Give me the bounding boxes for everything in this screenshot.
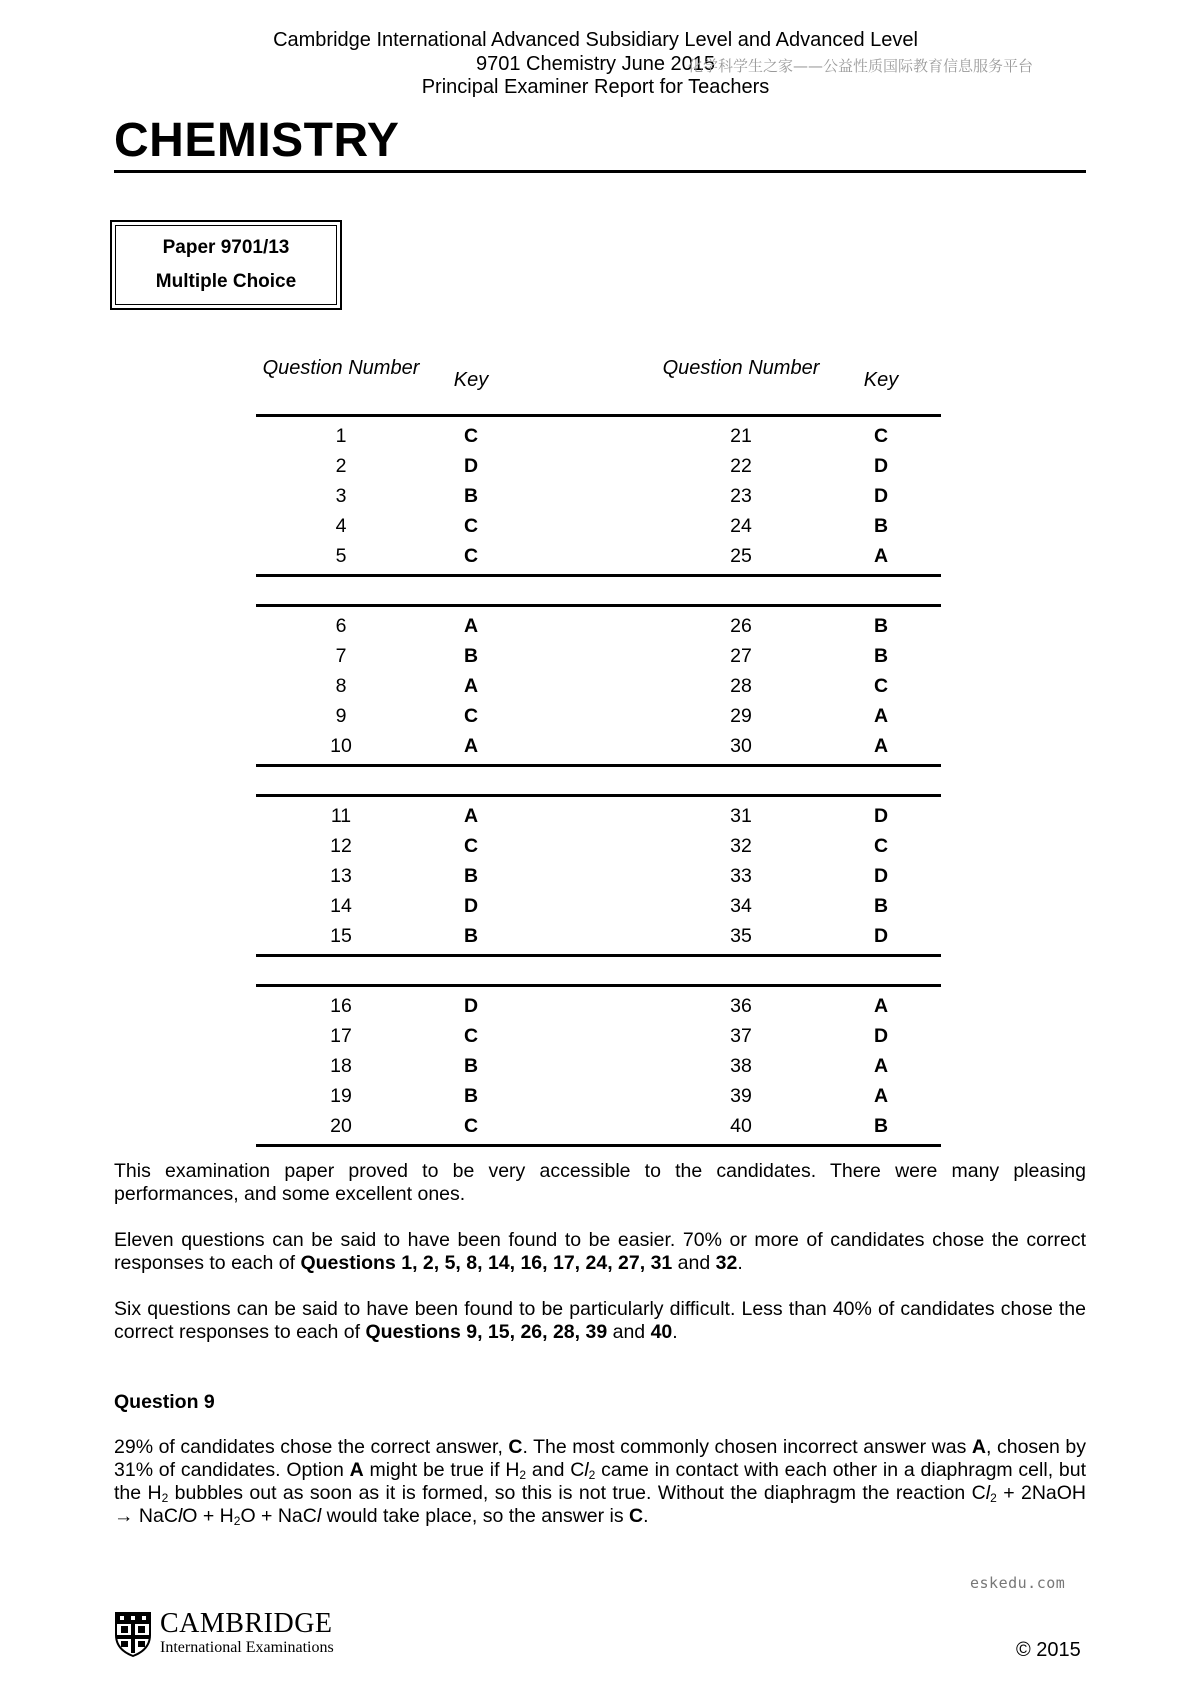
question-number: 37	[730, 1025, 752, 1047]
question-number: 34	[730, 895, 752, 917]
question-number: 8	[335, 675, 347, 697]
q9-text: + 2NaOH → NaC	[114, 1482, 1087, 1527]
paragraph-easier-questions	[114, 1229, 1086, 1275]
q9-bold: C	[629, 1505, 644, 1527]
table-row	[256, 481, 941, 511]
question-number: 23	[730, 485, 752, 507]
question-number: 19	[330, 1085, 352, 1107]
table-row	[256, 801, 941, 831]
question-number: 33	[730, 865, 752, 887]
q9-text: . The most commonly chosen incorrect answer was	[522, 1436, 972, 1458]
question-number: 13	[330, 865, 352, 887]
group-spacer	[256, 577, 941, 604]
answer-key: A	[873, 735, 889, 757]
question-number: 26	[730, 615, 752, 637]
question-group	[256, 797, 941, 954]
answer-key: C	[873, 835, 889, 857]
question-number: 27	[730, 645, 752, 667]
answer-key: D	[873, 1025, 889, 1047]
answer-key: A	[463, 675, 479, 697]
q9-bold: A	[349, 1459, 364, 1481]
answer-key: A	[873, 995, 889, 1017]
easier-and: and	[672, 1252, 716, 1274]
title-divider	[114, 170, 1086, 173]
question-9-heading: Question 9	[114, 1391, 215, 1413]
q9-italic: l	[316, 1505, 322, 1527]
table-row	[256, 1051, 941, 1081]
question-number: 16	[330, 995, 352, 1017]
answer-key: D	[463, 995, 479, 1017]
q9-text: and C	[526, 1459, 585, 1481]
question-number: 10	[330, 735, 352, 757]
difficult-text: Six questions can be said to have been found to be particularly difficult. Less than 40% of candidates chose the correct responses to each of	[114, 1298, 1086, 1343]
answer-key: A	[873, 1055, 889, 1077]
q9-bold: C	[508, 1436, 523, 1458]
question-number: 24	[730, 515, 752, 537]
answer-key: D	[873, 865, 889, 887]
paper-box-inner	[115, 225, 337, 305]
answer-key: D	[873, 925, 889, 947]
answer-key: C	[873, 675, 889, 697]
logo-subtitle: International Examinations	[160, 1639, 334, 1656]
question-number: 18	[330, 1055, 352, 1077]
q9-text: .	[643, 1505, 649, 1527]
header-key-left: Key	[453, 369, 489, 391]
answer-key: A	[463, 805, 479, 827]
question-number: 40	[730, 1115, 752, 1137]
q9-italic: l	[177, 1505, 183, 1527]
question-group	[256, 607, 941, 764]
cambridge-logo	[114, 1610, 334, 1658]
answer-key: B	[873, 615, 889, 637]
header-question-number-right: Question Number	[662, 357, 820, 379]
table-row	[256, 421, 941, 451]
question-number: 9	[335, 705, 347, 727]
table-header	[256, 352, 941, 414]
answer-key: B	[463, 865, 479, 887]
easier-last-question: 32	[715, 1252, 738, 1274]
answer-key: B	[873, 515, 889, 537]
easier-period: .	[737, 1252, 743, 1274]
easier-text: Eleven questions can be said to have been found to be easier. 70% or more of candidates chose the correct responses to each of	[114, 1229, 1086, 1274]
table-row	[256, 541, 941, 571]
q9-italic: l	[584, 1459, 589, 1481]
header-report-type: Principal Examiner Report for Teachers	[421, 76, 770, 98]
question-number: 22	[730, 455, 752, 477]
answer-key: C	[463, 425, 479, 447]
footer-site-text: eskedu.com	[970, 1574, 1066, 1592]
page-title: CHEMISTRY	[114, 114, 400, 167]
answer-key: C	[463, 1115, 479, 1137]
table-rule	[256, 1144, 941, 1147]
paragraph-accessibility: This examination paper proved to be very accessible to the candidates. There were many pleasing performances, and some excellent ones.	[114, 1160, 1086, 1205]
question-number: 11	[330, 805, 352, 827]
header-syllabus: 9701 Chemistry June 2015	[475, 53, 716, 75]
answer-key: B	[873, 1115, 889, 1137]
table-row	[256, 451, 941, 481]
answer-key: D	[873, 805, 889, 827]
question-number: 32	[730, 835, 752, 857]
answer-key: B	[873, 895, 889, 917]
table-row	[256, 921, 941, 951]
question-number: 2	[335, 455, 347, 477]
difficult-questions-list: Questions 9, 15, 26, 28, 39	[365, 1321, 608, 1343]
question-number: 21	[730, 425, 752, 447]
table-row	[256, 731, 941, 761]
answer-key: C	[463, 1025, 479, 1047]
answer-key: D	[463, 895, 479, 917]
q9-subscript: 2	[990, 1491, 997, 1505]
answer-key: D	[463, 455, 479, 477]
q9-subscript: 2	[588, 1468, 596, 1482]
q9-text: bubbles out as soon as it is formed, so this is not true. Without the diaphragm the reaction C	[168, 1482, 986, 1504]
answer-key: D	[873, 455, 889, 477]
easier-questions-list: Questions 1, 2, 5, 8, 14, 16, 17, 24, 27, 31	[300, 1252, 673, 1274]
table-row	[256, 511, 941, 541]
answer-key: C	[463, 835, 479, 857]
answer-key: A	[463, 735, 479, 757]
answer-key: B	[463, 485, 479, 507]
answer-key: C	[463, 545, 479, 567]
copyright: © 2015	[1016, 1639, 1081, 1661]
answer-key: C	[873, 425, 889, 447]
question-group	[256, 417, 941, 574]
question-number: 35	[730, 925, 752, 947]
answer-key: B	[463, 1055, 479, 1077]
question-number: 4	[335, 515, 347, 537]
paper-type: Multiple Choice	[155, 271, 297, 292]
question-number: 6	[335, 615, 347, 637]
question-number: 38	[730, 1055, 752, 1077]
table-row	[256, 891, 941, 921]
table-row	[256, 671, 941, 701]
q9-text: O + H	[182, 1505, 234, 1527]
answer-key: B	[463, 1085, 479, 1107]
question-number: 15	[330, 925, 352, 947]
header-question-number-left: Question Number	[262, 357, 420, 379]
q9-text: might be true if H	[363, 1459, 520, 1481]
question-number: 17	[330, 1025, 352, 1047]
cambridge-crest-icon	[114, 1611, 152, 1657]
answer-key: B	[463, 925, 479, 947]
q9-subscript: 2	[233, 1514, 241, 1528]
answer-key: A	[873, 545, 889, 567]
table-row	[256, 861, 941, 891]
answer-key: B	[463, 645, 479, 667]
answer-key: A	[873, 705, 889, 727]
group-spacer	[256, 957, 941, 984]
group-spacer	[256, 767, 941, 794]
question-number: 36	[730, 995, 752, 1017]
header-exam-level: Cambridge International Advanced Subsidiary Level and Advanced Level	[273, 29, 918, 51]
answer-key: B	[873, 645, 889, 667]
table-row	[256, 1081, 941, 1111]
answer-key: C	[463, 705, 479, 727]
paragraph-difficult-questions	[114, 1298, 1086, 1344]
logo-text	[160, 1610, 334, 1658]
table-row	[256, 1021, 941, 1051]
table-row	[256, 611, 941, 641]
question-number: 30	[730, 735, 752, 757]
table-row	[256, 1111, 941, 1141]
table-row	[256, 701, 941, 731]
q9-text: , chosen by 31% of candidates. Option	[114, 1436, 1086, 1481]
question-group	[256, 987, 941, 1144]
q9-subscript: 2	[161, 1491, 169, 1505]
paper-number: Paper 9701/13	[162, 237, 290, 258]
answer-key: A	[463, 615, 479, 637]
paper-box	[110, 220, 342, 310]
question-number: 12	[330, 835, 352, 857]
table-row	[256, 991, 941, 1021]
question-number: 7	[335, 645, 347, 667]
header-key-right: Key	[863, 369, 899, 391]
answer-key: D	[873, 485, 889, 507]
logo-name: CAMBRIDGE	[160, 1608, 333, 1639]
question-number: 28	[730, 675, 752, 697]
difficult-last-question: 40	[650, 1321, 673, 1343]
question-9-commentary	[114, 1436, 1086, 1528]
question-number: 25	[730, 545, 752, 567]
watermark-text: 化学科学生之家——公益性质国际教育信息服务平台	[688, 57, 1034, 75]
q9-text: 29% of candidates chose the correct answer,	[114, 1436, 509, 1458]
difficult-period: .	[672, 1321, 678, 1343]
q9-subscript: 2	[519, 1468, 527, 1482]
question-number: 29	[730, 705, 752, 727]
question-number: 14	[330, 895, 352, 917]
q9-text: came in contact with each other in a diaphragm cell, but the H	[114, 1459, 1087, 1504]
answer-key-table	[256, 352, 941, 1147]
q9-text: would take place, so the answer is	[321, 1505, 630, 1527]
q9-italic: l	[985, 1482, 991, 1504]
answer-key: A	[873, 1085, 889, 1107]
answer-key: C	[463, 515, 479, 537]
question-number: 1	[335, 425, 347, 447]
question-number: 39	[730, 1085, 752, 1107]
q9-bold: A	[971, 1436, 986, 1458]
question-number: 3	[335, 485, 347, 507]
table-row	[256, 641, 941, 671]
difficult-and: and	[607, 1321, 651, 1343]
question-number: 20	[330, 1115, 352, 1137]
question-number: 5	[335, 545, 347, 567]
table-row	[256, 831, 941, 861]
q9-text: O + NaC	[240, 1505, 317, 1527]
table-body	[256, 417, 941, 1147]
question-number: 31	[730, 805, 752, 827]
